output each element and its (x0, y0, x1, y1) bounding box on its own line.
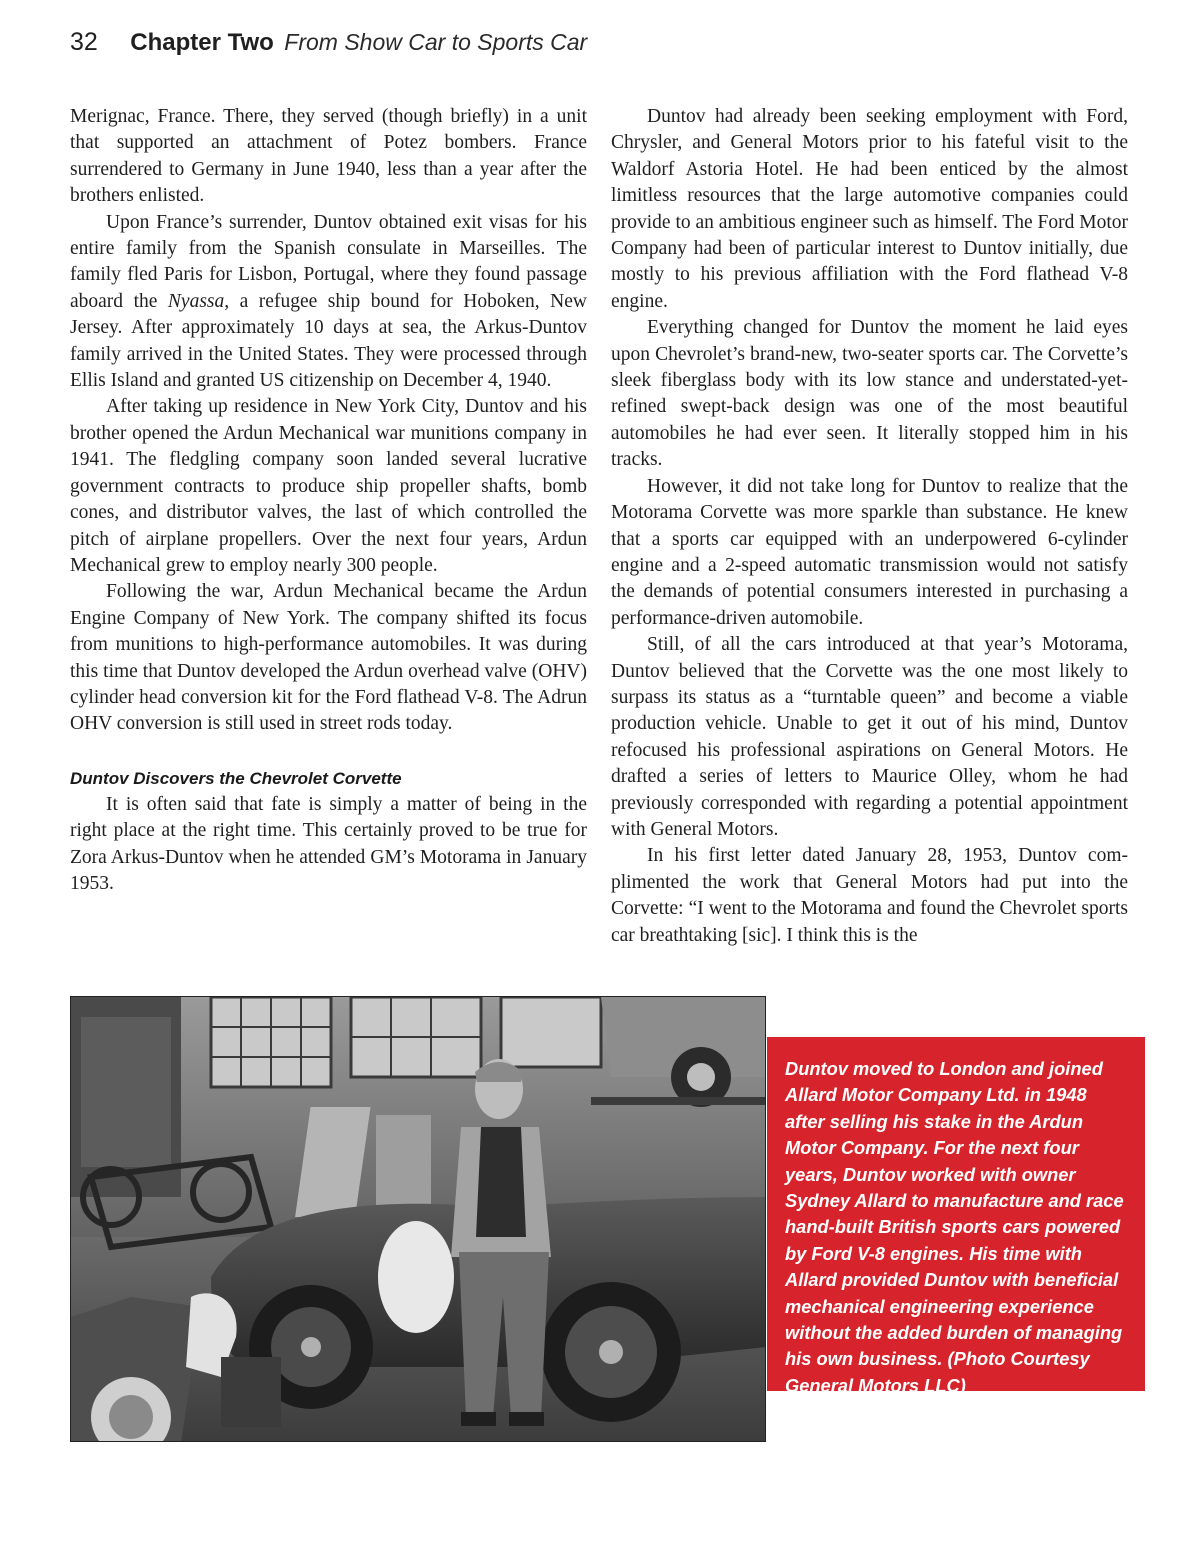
paragraph: In his first letter dated January 28, 1953, Duntov complimented the work that General Motors had put into the Corvette: “I went to the Motorama and found the Chevrolet sports car breathtaking [sic]. I think this is the (611, 845, 1128, 946)
paragraph: After taking up residence in New York City, Duntov and his brother opened the Ardun Mechanical war munitions company in 1941. The fledgling company soon landed several lucrative government contracts to produce ship propeller shafts, bomb cones, and distributor valves, the last of which controlled the pitch of airplane propellers. Over the next four years, Ardun Mechanical grew to employ nearly 300 people. (70, 396, 587, 576)
paragraph: It is often said that fate is simply a matter of being in the right place at the right time. This certainly proved to be true for Zora Arkus-Duntov when he attended GM’s Motorama in January 1953. (70, 793, 587, 894)
photo-caption-box (767, 1037, 1145, 1396)
section-heading: Duntov Discovers the Chevrolet Corvette (70, 768, 402, 788)
chapter-title: From Show Car to Sports Car (284, 29, 588, 55)
paragraph: Merignac, France. There, they served (though briefly) in a unit that supported an attachment of Potez bombers. France surrendered to Germany in June 1940, less than a year after the brothers enlisted. (70, 106, 587, 207)
paragraph-text: Upon France’s surrender, Duntov obtained exit visas for his entire family from the Spanish consulate in Marseilles. The family fled Paris for Lisbon, Portugal, where they found passage aboard the (70, 211, 587, 312)
running-header (70, 28, 587, 68)
photo-caption: Duntov moved to London and joined Allard Motor Company Ltd. in 1948 after selling his stake in the Ardun Motor Company. For the next four years, Duntov worked with owner Sydney Allard to manufacture and race hand-built British sports cars powered by Ford V-8 engines. His time with Allard provided Duntov with beneficial mechanical engineering experience without the added burden of managing his own business. (Photo Courtesy General Motors LLC) (785, 1058, 1124, 1396)
ship-name: Nyassa (167, 290, 225, 312)
garage-photo (70, 996, 766, 1442)
paragraph: However, it did not take long for Duntov to realize that the Motorama Corvette was more sparkle than substance. He knew that a sports car equipped with an underpowered 6-cylinder engine and a 2-speed automatic transmission would not satisfy the demands of potential consumers interested in purchasing a performance-driven automobile. (611, 475, 1128, 629)
page-number: 32 (70, 28, 98, 56)
paragraph: Duntov had already been seeking employment with Ford, Chrysler, and General Motors prior to his fateful visit to the Waldorf Astoria Hotel. He had been enticed by the almost limitless resources that the large automotive companies could provide to an ambitious engineer such as himself. The Ford Motor Company had been of particular interest to Duntov initially, due mostly to his previous affiliation with the Ford flathead V-8 engine. (611, 106, 1128, 312)
paragraph: Still, of all the cars introduced at that year’s Motorama, Duntov believed that the Corvette was the one most likely to surpass its status as a “turntable queen” and become a viable production vehicle. Unable to get it out of his mind, Duntov refocused his professional aspirations on General Motors. He drafted a series of letters to Maurice Olley, whom he had previously corresponded with regarding a potential appointment with General Motors. (611, 634, 1128, 840)
paragraph: Everything changed for Duntov the moment he laid eyes upon Chevrolet’s brand-new, two-seater sports car. The Corvette’s sleek fiberglass body with its low stance and understated-yet-refined swept-back design was one of the most beautiful automobiles he had ever seen. It literally stopped him in his tracks. (611, 317, 1128, 471)
chapter-label: Chapter Two (130, 29, 274, 56)
paragraph-text: , a refugee ship bound for Hoboken, New Jersey. After approximately 10 days at sea, the Arkus-Duntov family arrived in the United States. They were processed through Ellis Island and granted US citizenship on December 4, 1940. (70, 290, 587, 392)
left-text-column (70, 104, 587, 897)
paragraph: Following the war, Ardun Mechanical became the Ardun Engine Company of New York. The company shifted its focus from munitions to high-performance automobiles. It was during this time that Duntov developed the Ardun overhead valve (OHV) cylinder head conversion kit for the Ford flathead V-8. The Adrun OHV conversion is still used in street rods today. (70, 581, 587, 735)
paragraph (70, 210, 587, 395)
right-text-column (611, 104, 1128, 949)
